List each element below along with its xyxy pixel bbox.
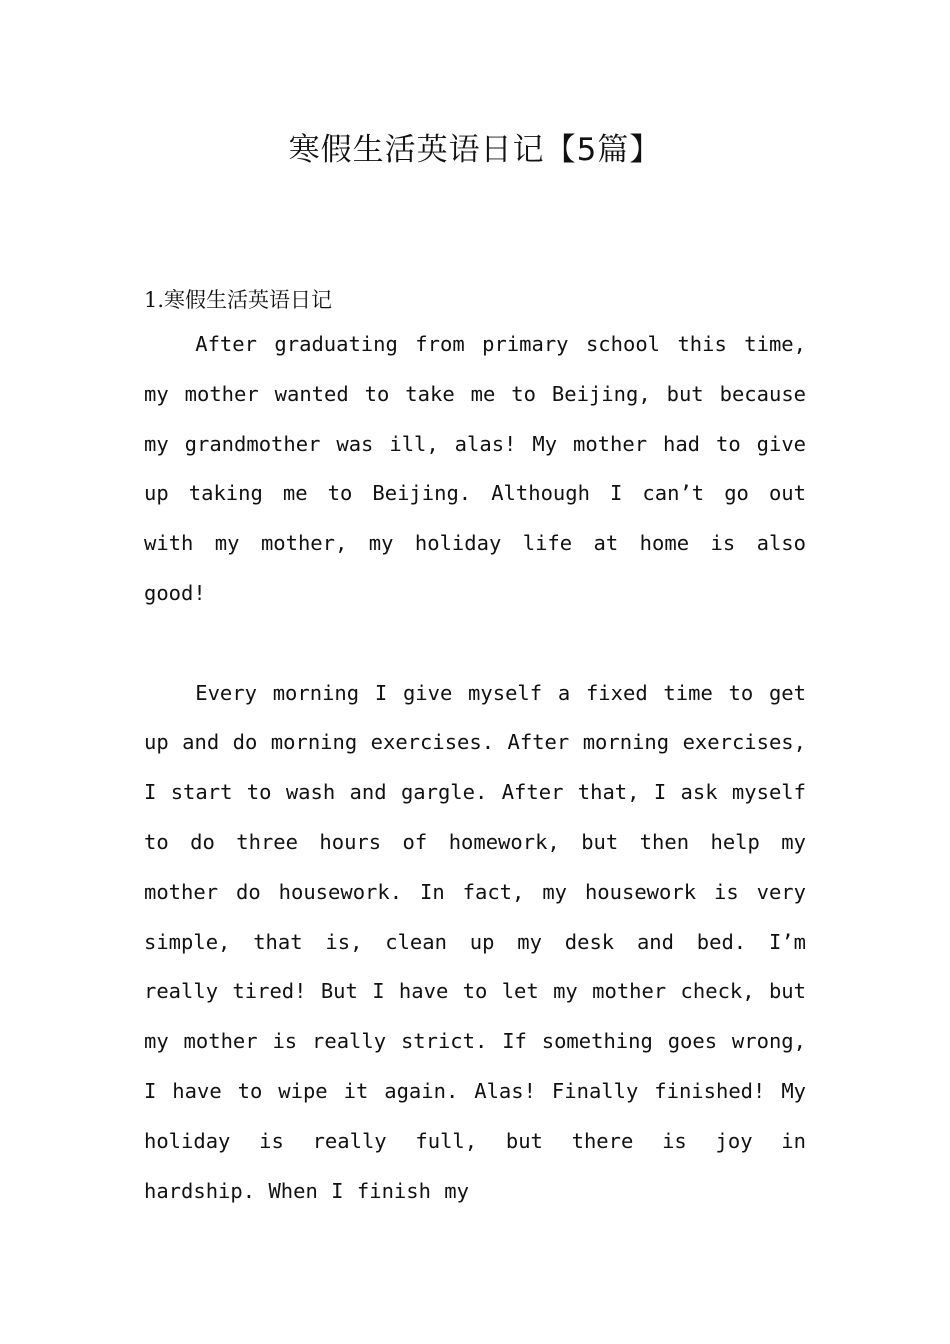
- section-heading: 1.寒假生活英语日记: [144, 288, 333, 312]
- paragraph-1: After graduating from primary school this time, my mother wanted to take me to Beijing, but because my grandmother was ill, alas! My mother had to give up taking me to Beijing. Although I can’t go out with my mother, my holiday life at home is also good!: [144, 332, 806, 605]
- document-title: 寒假生活英语日记【5篇】: [288, 132, 662, 168]
- paragraph-gap: [144, 619, 806, 669]
- paragraph-2: Every morning I give myself a fixed time to get up and do morning exercises. After morning exercises, I start to wash and gargle. After that, I ask myself to do three hours of homework, but then help my mother do housework. In fact, my housework is very simple, that is, clean up my desk and bed. I’m really tired! But I have to let my mother check, but my mother is really strict. If something goes wrong, I have to wipe it again. Alas! Finally finished! My holiday is really full, but there is joy in hardship. When I finish my: [144, 680, 806, 1203]
- document-body: [144, 280, 806, 1216]
